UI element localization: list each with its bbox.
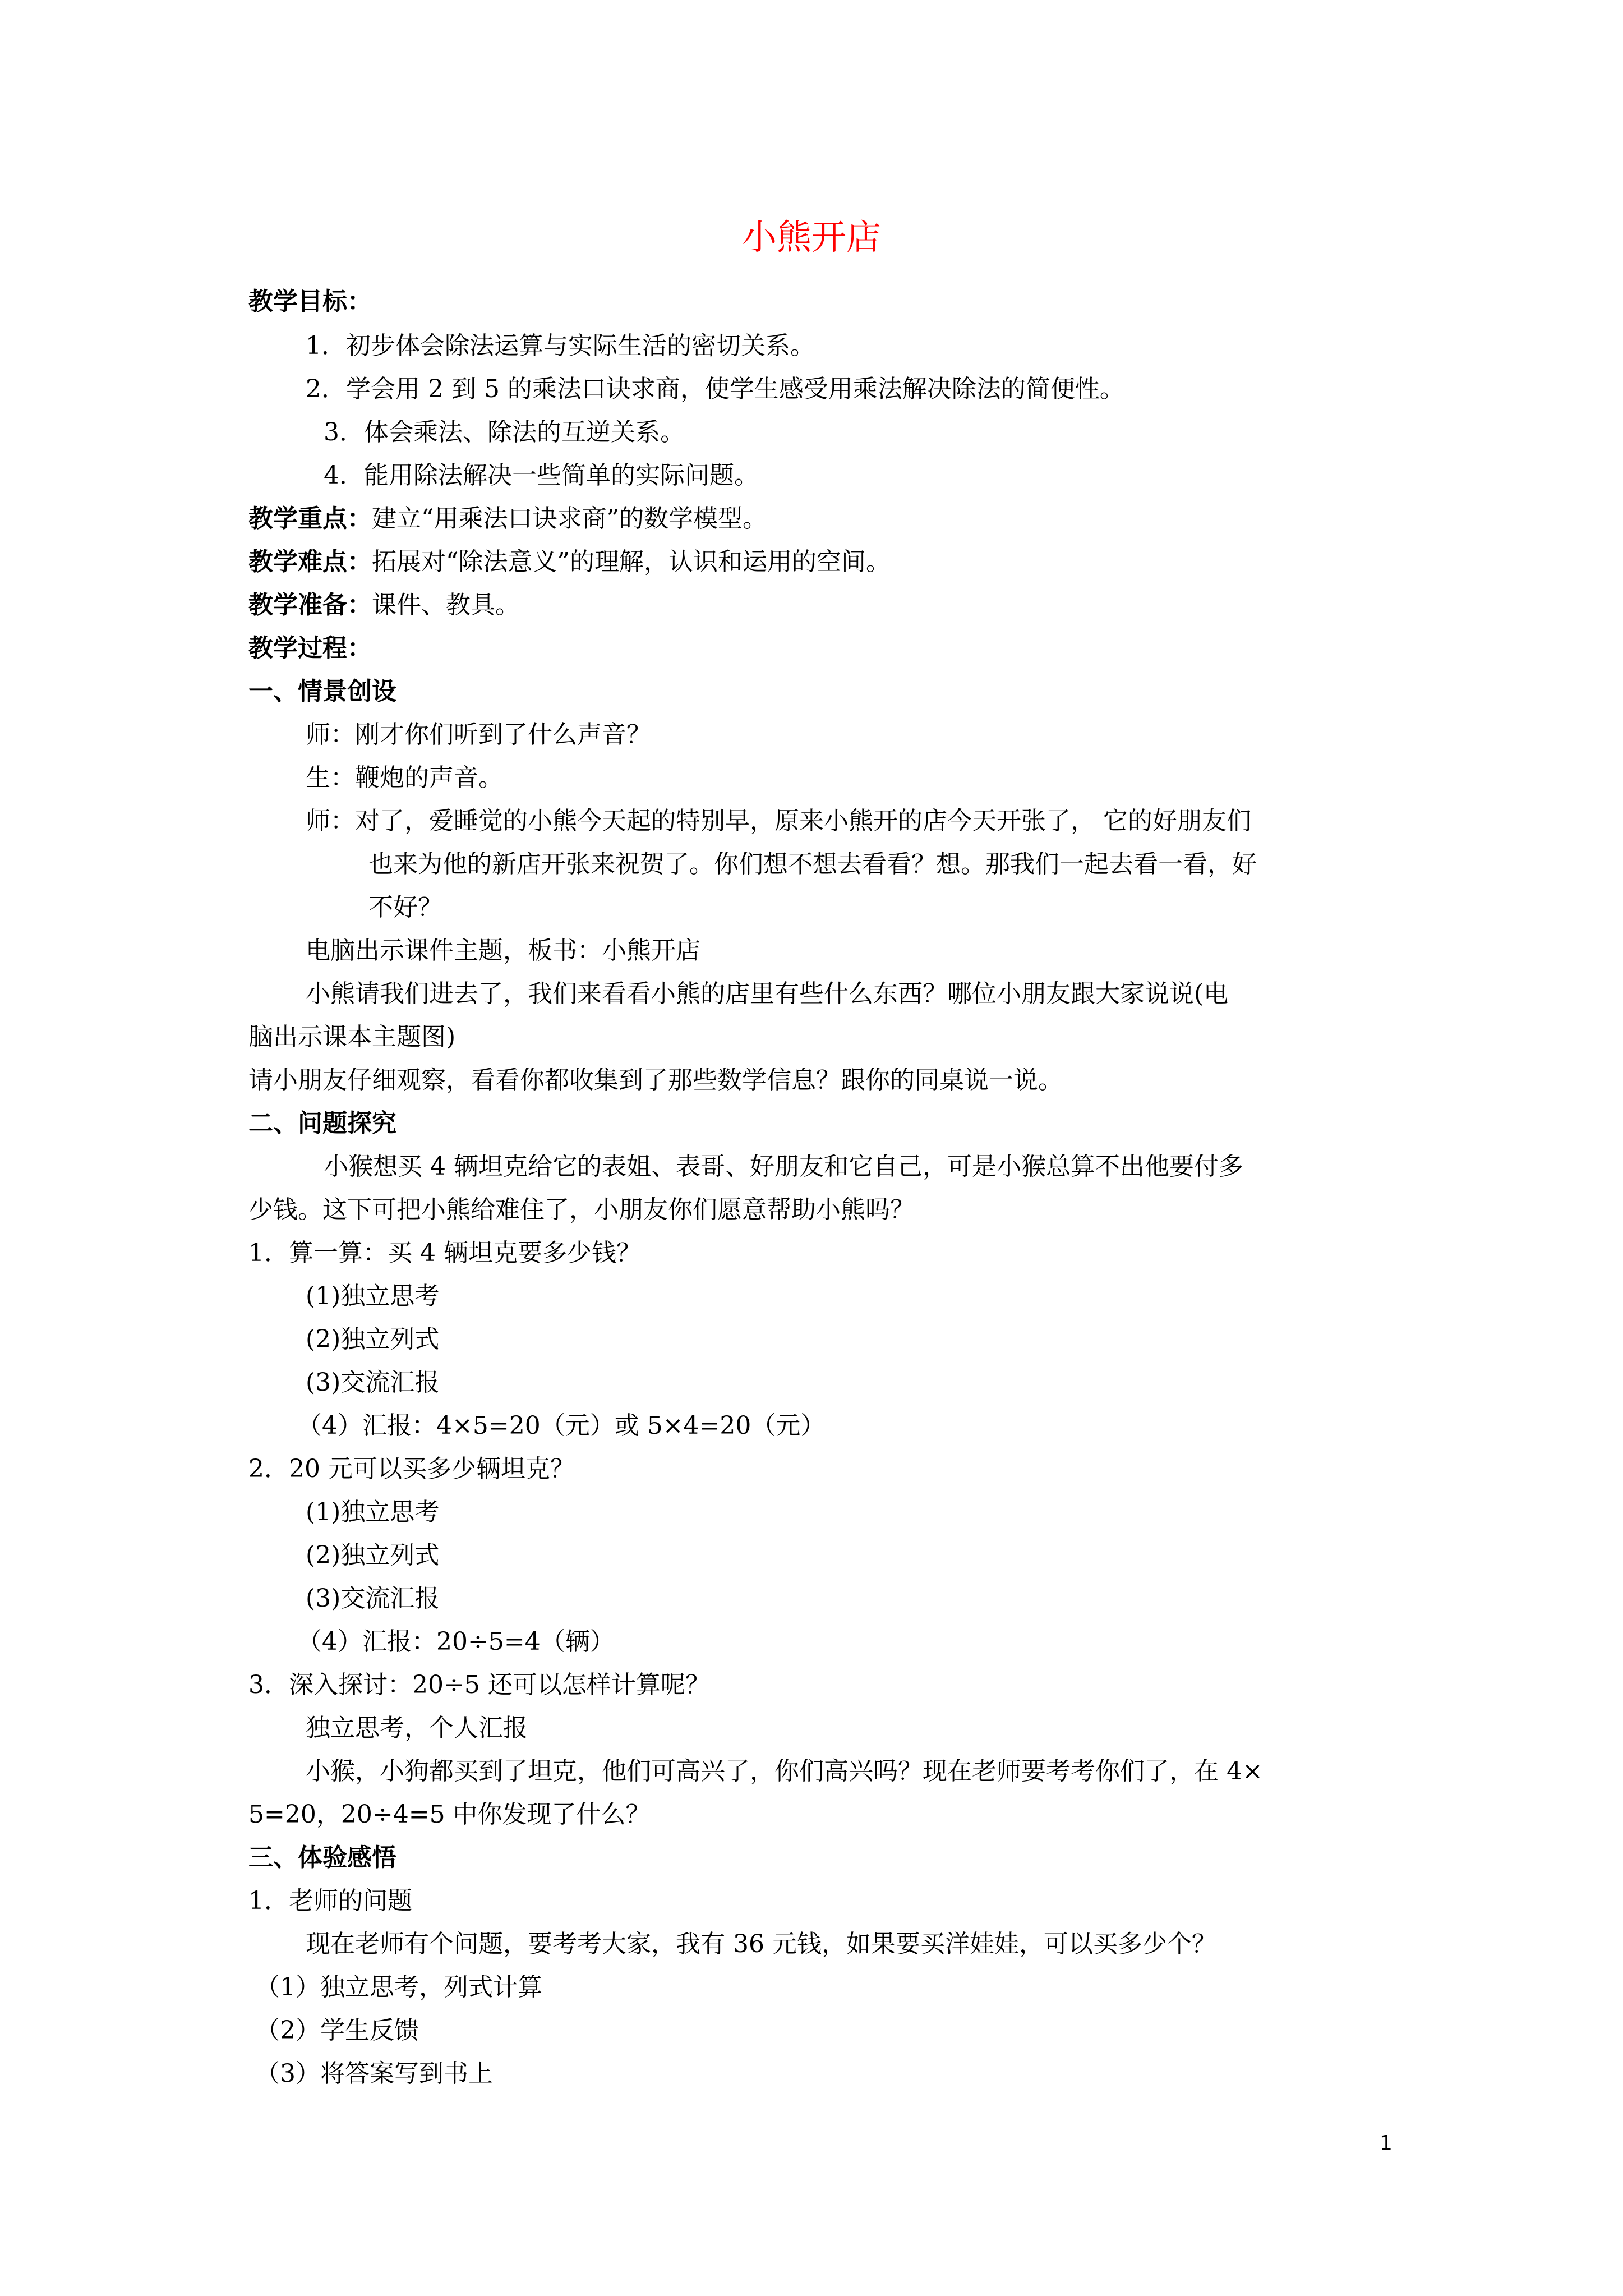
section3-line: 现在老师有个问题，要考考大家，我有 36 元钱，如果要买洋娃娃，可以买多少个？: [306, 1930, 1216, 1958]
difficulty-label: 教学难点：: [248, 547, 372, 576]
goal-item: 3．体会乘法、除法的互逆关系。: [324, 418, 685, 447]
key-point-label: 教学重点：: [248, 504, 372, 533]
section2-line: (1)独立思考: [306, 1282, 440, 1310]
section2-line: (3)交流汇报: [306, 1368, 440, 1397]
page-number: 1: [1380, 2132, 1393, 2155]
section2-line: (2)独立列式: [306, 1325, 440, 1354]
section2-line: (3)交流汇报: [306, 1584, 440, 1613]
section1-line: 电脑出示课件主题，板书：小熊开店: [306, 936, 700, 965]
key-point-text: 建立“用乘法口诀求商”的数学模型。: [372, 504, 767, 533]
preparation-label: 教学准备：: [248, 591, 372, 619]
goal-item: 2．学会用 2 到 5 的乘法口诀求商，使学生感受用乘法解决除法的简便性。: [306, 375, 1124, 403]
section1-line: 生：鞭炮的声音。: [306, 763, 503, 792]
goal-item: 1．初步体会除法运算与实际生活的密切关系。: [306, 332, 815, 360]
document-title: 小熊开店: [741, 217, 881, 257]
section2-line: （4）汇报：4×5=20（元）或 5×4=20（元）: [297, 1411, 826, 1440]
section3-line: 1．老师的问题: [248, 1887, 412, 1915]
preparation-row: [248, 593, 520, 618]
section3-line: （3）将答案写到书上: [255, 2059, 493, 2088]
section1-line: 脑出示课本主题图): [248, 1023, 456, 1051]
section1-line: 不好？: [368, 893, 442, 922]
section1-line: 师：刚才你们听到了什么声音？: [306, 720, 651, 749]
section2-line: 小猴想买 4 辆坦克给它的表姐、表哥、好朋友和它自己，可是小猴总算不出他要付多: [324, 1152, 1243, 1181]
section3-heading: 三、体验感悟: [248, 1843, 396, 1872]
section3-line: （2）学生反馈: [255, 2016, 419, 2045]
section2-heading: 二、问题探究: [248, 1109, 396, 1138]
section2-line: 2．20 元可以买多少辆坦克？: [248, 1455, 575, 1483]
section2-line: 1．算一算：买 4 辆坦克要多少钱？: [248, 1239, 641, 1267]
section2-line: （4）汇报：20÷5=4（辆）: [297, 1627, 615, 1656]
section3-line: （1）独立思考，列式计算: [255, 1973, 542, 2001]
section1-heading: 一、情景创设: [248, 677, 396, 706]
section2-line: 5=20，20÷4=5 中你发现了什么？: [248, 1800, 651, 1829]
difficulty-row: [248, 547, 891, 576]
section2-line: 少钱。这下可把小熊给难住了，小朋友你们愿意帮助小熊吗？: [248, 1195, 915, 1224]
section1-line: 也来为他的新店开张来祝贺了。你们想不想去看看？想。那我们一起去看一看，好: [368, 850, 1257, 878]
section1-line: 请小朋友仔细观察，看看你都收集到了那些数学信息？跟你的同桌说一说。: [248, 1066, 1063, 1094]
key-point-row: [248, 504, 767, 533]
section2-line: (1)独立思考: [306, 1498, 440, 1526]
goals-heading: 教学目标：: [248, 287, 372, 316]
section2-line: 3．深入探讨：20÷5 还可以怎样计算呢？: [248, 1671, 710, 1699]
section2-line: (2)独立列式: [306, 1541, 440, 1570]
section1-line: 小熊请我们进去了，我们来看看小熊的店里有些什么东西？哪位小朋友跟大家说说(电: [306, 979, 1229, 1008]
section1-line: 师：对了，爱睡觉的小熊今天起的特别早，原来小熊开的店今天开张了， 它的好朋友们: [306, 807, 1251, 835]
section2-line: 小猴，小狗都买到了坦克，他们可高兴了，你们高兴吗？现在老师要考考你们了，在 4×: [306, 1757, 1263, 1786]
preparation-text: 课件、教具。: [372, 591, 520, 619]
process-heading: 教学过程：: [248, 634, 372, 662]
goal-item: 4．能用除法解决一些简单的实际问题。: [324, 461, 759, 490]
difficulty-text: 拓展对“除法意义”的理解，认识和运用的空间。: [372, 547, 891, 576]
section2-line: 独立思考，个人汇报: [306, 1714, 528, 1742]
